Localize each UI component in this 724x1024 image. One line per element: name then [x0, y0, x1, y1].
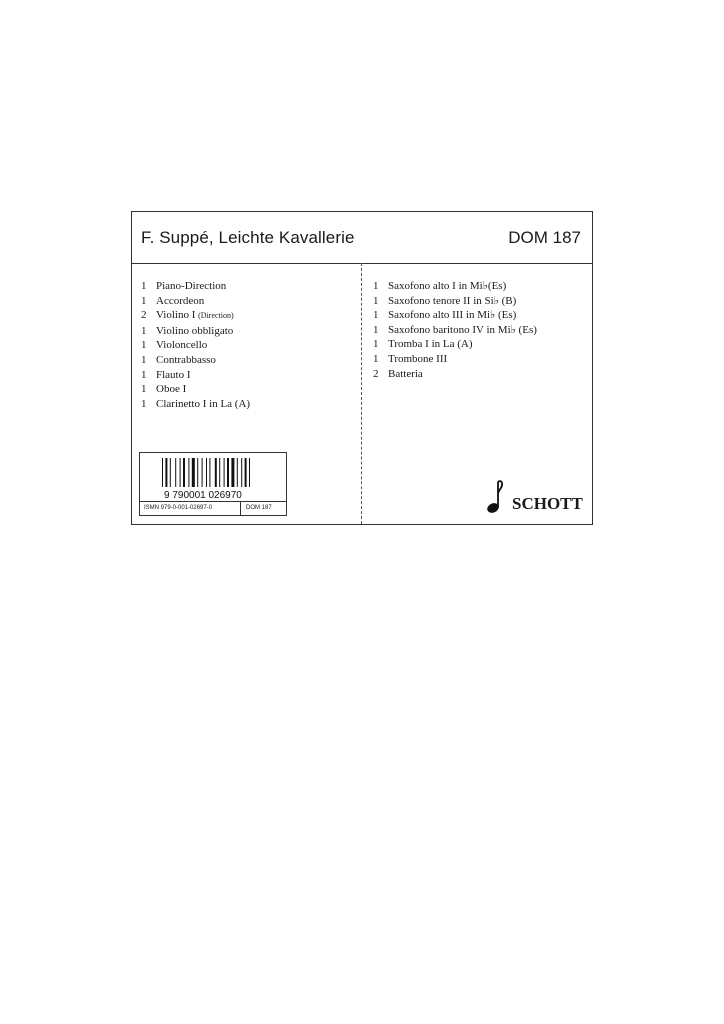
catalog-code: DOM 187 [508, 228, 581, 247]
card-header [132, 212, 592, 264]
barcode-image [140, 453, 288, 503]
list-item: 2 Batteria [373, 367, 423, 380]
list-item: 1 Piano-Direction [141, 280, 227, 292]
publisher-name: SCHOTT [512, 494, 583, 513]
list-item-note: (Direction) [198, 311, 234, 321]
list-item: 2 Violino I (Direction) [141, 309, 234, 322]
list-item: 1 Saxofono baritono IV in Mi♭ (Es) [373, 323, 537, 336]
parts-label-card [131, 211, 593, 525]
schott-logo [484, 480, 584, 516]
list-item: 1 Violino obbligato [141, 324, 234, 337]
list-item: 1 Contrabbasso [141, 353, 216, 366]
list-item: 1 Trombone III [373, 352, 448, 365]
barcode-separator [240, 502, 241, 515]
barcode-box [139, 452, 287, 516]
work-title: F. Suppé, Leichte Kavallerie [141, 228, 355, 247]
list-item: 1 Saxofono alto I in Mi♭(Es) [373, 280, 507, 292]
list-item: 1 Clarinetto I in La (A) [141, 397, 251, 410]
list-item: 1 Saxofono tenore II in Si♭ (B) [373, 294, 517, 307]
column-divider [361, 263, 362, 524]
list-item: 1 Tromba I in La (A) [373, 338, 473, 351]
barcode-digits: 9 790001 026970 [164, 490, 242, 501]
list-item: 1 Flauto I [141, 368, 191, 381]
barcode-catalog-code: DOM 187 [246, 505, 272, 511]
barcode-footer [140, 501, 286, 515]
list-item: 1 Accordeon [141, 294, 205, 307]
parts-list-right [373, 279, 537, 381]
parts-list-left [141, 279, 250, 411]
list-item: 1 Saxofono alto III in Mi♭ (Es) [373, 309, 517, 322]
treble-clef-icon [484, 480, 514, 516]
ismn-number: ISMN 979-0-001-02697-0 [144, 505, 213, 511]
list-item: 1 Violoncello [141, 339, 208, 352]
list-item: 1 Oboe I [141, 383, 187, 396]
